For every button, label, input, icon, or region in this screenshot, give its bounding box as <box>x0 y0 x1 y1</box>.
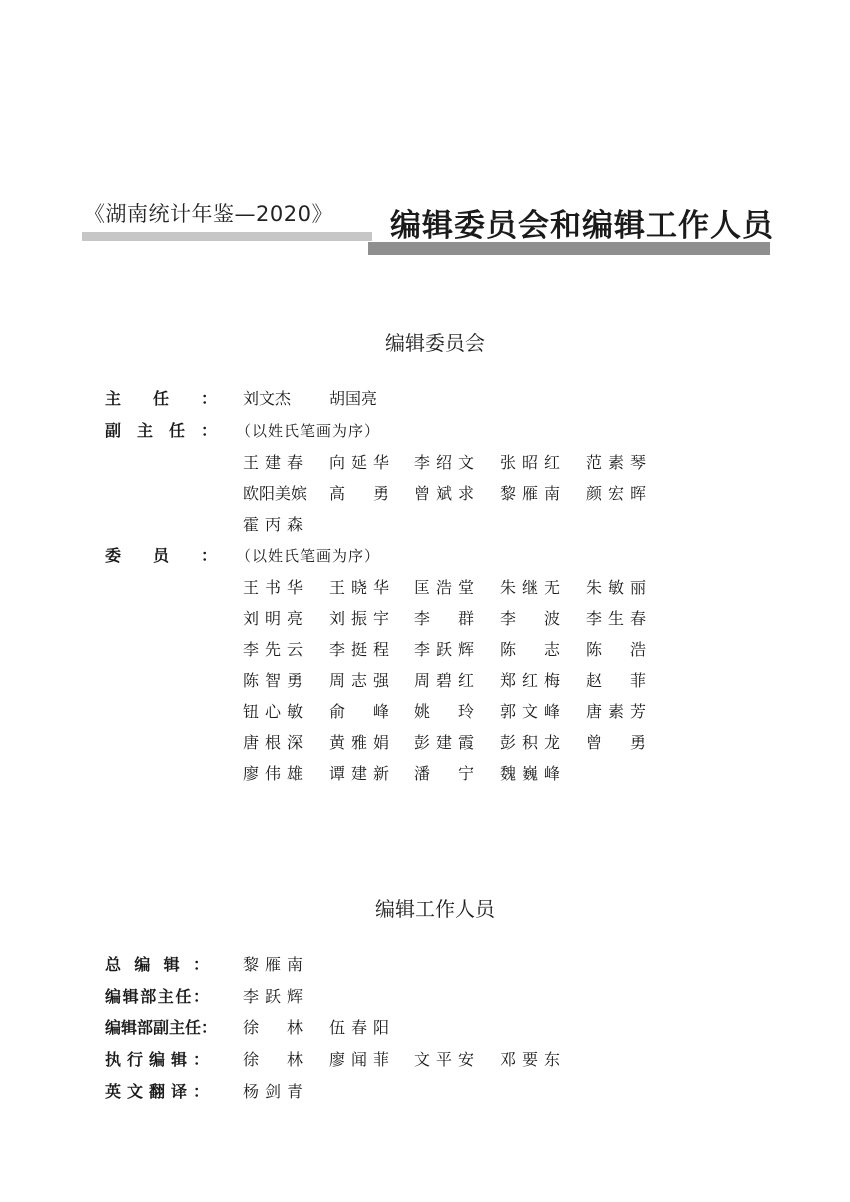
name-member: 王晓华 <box>329 578 389 597</box>
label-translator: 英文翻译： <box>105 1082 209 1101</box>
name-member: 潘 宁 <box>414 764 474 783</box>
name-member: 陈 浩 <box>586 640 646 659</box>
header-rule-light <box>82 232 372 241</box>
name-member: 唐素芳 <box>586 702 646 721</box>
name-member: 彭建霞 <box>414 733 474 752</box>
name-member: 魏巍峰 <box>500 764 560 783</box>
name-deputy-director: 李绍文 <box>414 453 474 472</box>
name-member: 李 波 <box>500 609 560 628</box>
name-member: 陈 志 <box>500 640 560 659</box>
name-member: 王书华 <box>243 578 303 597</box>
name-member: 朱敏丽 <box>586 578 646 597</box>
name-member: 姚 玲 <box>414 702 474 721</box>
name-member: 陈智勇 <box>243 671 303 690</box>
name-deputy-director: 黎雁南 <box>500 484 560 503</box>
name-deputy-director: 张昭红 <box>500 453 560 472</box>
name-member: 郑红梅 <box>500 671 560 690</box>
name-member: 李跃辉 <box>414 640 474 659</box>
name-deputy-director: 向延华 <box>329 453 389 472</box>
name-member: 刘明亮 <box>243 609 303 628</box>
name-member: 俞 峰 <box>329 702 389 721</box>
name-deputy-director: 王建春 <box>243 453 303 472</box>
section-title-staff: 编辑工作人员 <box>375 897 495 921</box>
page-heading: 编辑委员会和编辑工作人员 <box>390 208 774 244</box>
label-editor-in-chief: 总编辑： <box>105 955 209 974</box>
name-member: 周碧红 <box>414 671 474 690</box>
book-title: 《湖南统计年鉴—2020》 <box>84 202 333 226</box>
label-director: 主任： <box>105 389 217 408</box>
name-member: 廖伟雄 <box>243 764 303 783</box>
label-members: 委员： <box>105 546 217 565</box>
name-member: 郭文峰 <box>500 702 560 721</box>
name-exec-editor: 文平安 <box>414 1050 474 1069</box>
ordering-note: （以姓氏笔画为序） <box>236 422 381 440</box>
name-deputy-director: 高 勇 <box>329 484 389 503</box>
name-exec-editor: 廖闻菲 <box>329 1050 389 1069</box>
name-member: 朱继无 <box>500 578 560 597</box>
name-member: 李 群 <box>414 609 474 628</box>
name-editor-in-chief: 黎雁南 <box>243 955 303 974</box>
name-member: 曾 勇 <box>586 733 646 752</box>
name-member: 匡浩堂 <box>414 578 474 597</box>
name-dept-deputy: 徐 林 <box>243 1018 303 1037</box>
label-dept-deputy: 编辑部副主任： <box>105 1018 218 1037</box>
name-member: 谭建新 <box>329 764 389 783</box>
name-director: 胡国亮 <box>329 389 378 408</box>
name-translator: 杨剑青 <box>243 1082 303 1101</box>
name-member: 唐根深 <box>243 733 303 752</box>
name-exec-editor: 徐 林 <box>243 1050 303 1069</box>
name-deputy-director: 范素琴 <box>586 453 646 472</box>
name-member: 刘振宇 <box>329 609 389 628</box>
label-deputy-director: 副主任： <box>105 421 217 440</box>
ordering-note: （以姓氏笔画为序） <box>236 547 381 565</box>
name-member: 黄雅娟 <box>329 733 389 752</box>
name-exec-editor: 邓要东 <box>500 1050 560 1069</box>
name-member: 赵 菲 <box>586 671 646 690</box>
name-dept-director: 李跃辉 <box>243 987 303 1006</box>
name-member: 李先云 <box>243 640 303 659</box>
name-member: 李生春 <box>586 609 646 628</box>
name-member: 钮心敏 <box>243 702 303 721</box>
name-dept-deputy: 伍春阳 <box>329 1018 389 1037</box>
name-director: 刘文杰 <box>243 389 292 408</box>
name-deputy-director: 霍丙森 <box>243 515 303 534</box>
name-member: 李挺程 <box>329 640 389 659</box>
section-title-committee: 编辑委员会 <box>385 331 485 355</box>
name-member: 彭积龙 <box>500 733 560 752</box>
label-dept-director: 编辑部主任： <box>105 987 209 1006</box>
name-deputy-director: 颜宏晖 <box>586 484 646 503</box>
name-deputy-director: 欧阳美嫔 <box>243 484 308 503</box>
name-member: 周志强 <box>329 671 389 690</box>
name-deputy-director: 曾斌求 <box>414 484 474 503</box>
label-exec-editor: 执行编辑： <box>105 1050 209 1069</box>
